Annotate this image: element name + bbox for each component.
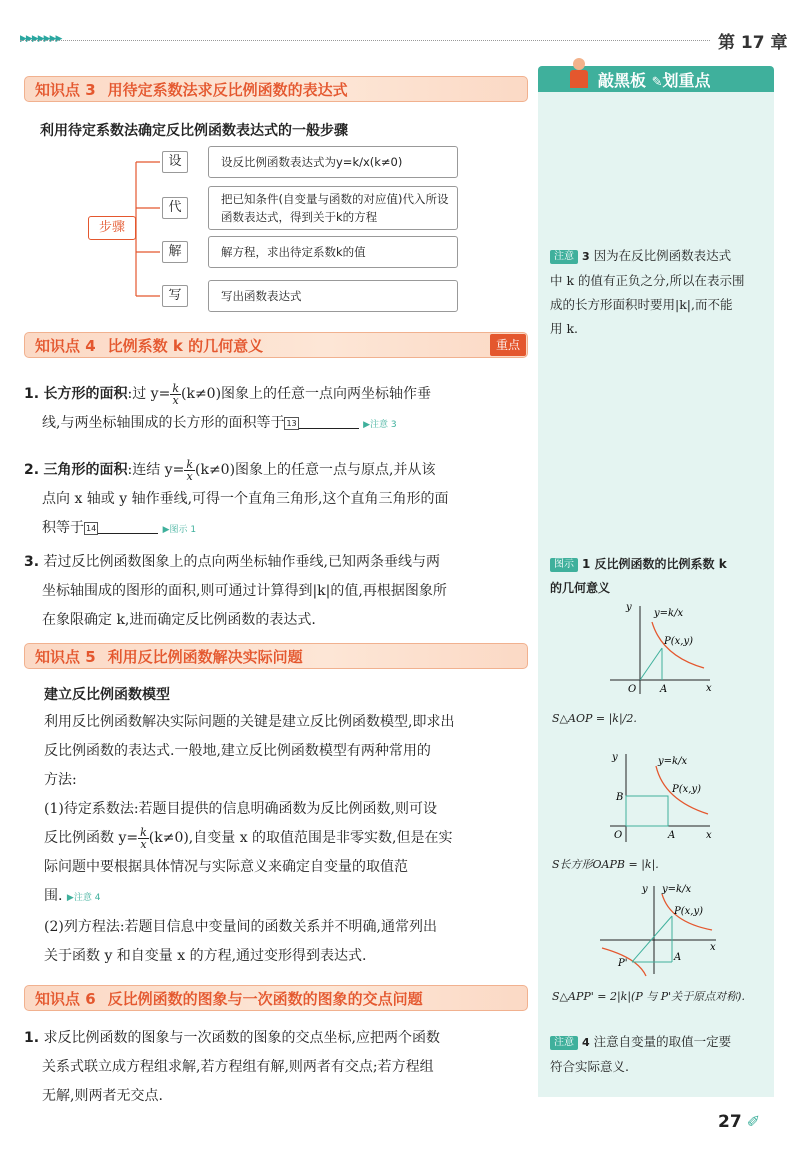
note-text: 因为在反比例函数表达式	[593, 248, 732, 263]
graph-triangle-app	[596, 878, 724, 978]
axis-y-label: y	[642, 884, 648, 895]
note-text: 注意自变量的取值一定要	[593, 1034, 732, 1049]
paragraph-line: 围.	[44, 888, 63, 904]
fraction: $\frac{k}{x}$	[172, 381, 179, 407]
note-text: 中 k 的值有正负之分,所以在表示围	[550, 273, 745, 288]
steps-root-label: 步骤	[88, 216, 136, 240]
note-text: 成的长方形面积时要用|k|,而不能	[550, 297, 733, 312]
header-divider	[20, 40, 710, 41]
item-text: 若过反比例函数图象上的点向两坐标轴作垂线,已知两条垂线与两	[43, 554, 440, 570]
step-text: 写出函数表达式	[221, 289, 302, 303]
note-number: 4	[582, 1036, 590, 1049]
section-title: 用待定系数法求反比例函数的表达式	[107, 81, 348, 99]
origin-label: O	[614, 830, 623, 841]
paragraph-line: 反比例函数 y=	[44, 830, 139, 846]
side-note-3	[550, 244, 770, 341]
step-label-write: 写	[162, 285, 188, 307]
point-a-label: A	[660, 684, 668, 695]
item-text: 关系式联立成方程组求解,若方程组有解,则两者有交点;若方程组	[42, 1059, 434, 1075]
item-text: 积等于	[42, 520, 84, 536]
s6-item-1	[24, 1024, 534, 1111]
paragraph-line: 反比例函数的表达式.一般地,建立反比例函数模型有两种常用的	[44, 743, 431, 759]
note-tag: 注意	[550, 250, 578, 264]
side-note-4	[550, 1030, 770, 1079]
figure-title: 的几何意义	[550, 581, 611, 595]
figure-title: 反比例函数的比例系数 k	[594, 557, 727, 571]
item-bold: 长方形的面积	[43, 386, 128, 402]
note-tag: 注意	[550, 1036, 578, 1050]
note-number: 3	[582, 250, 590, 263]
point-p-label: P(x,y)	[672, 784, 701, 795]
step-text: 解方程，求出待定系数k的值	[221, 245, 366, 259]
item-text: 在象限确定 k,进而确定反比例函数的表达式.	[42, 612, 316, 628]
paragraph-line: 际问题中要根据具体情况与实际意义来确定自变量的取值范	[44, 859, 408, 875]
s5-body	[44, 708, 534, 971]
item-text: 线,与两坐标轴围成的长方形的面积等于	[42, 415, 285, 431]
paragraph-line: (2)列方程法:若题目信息中变量间的函数关系并不明确,通常列出	[44, 919, 437, 935]
axis-x-label: x	[706, 683, 712, 694]
point-b-label: B	[616, 792, 624, 803]
s4-item-2	[24, 456, 534, 545]
hint-link[interactable]: ▶图示 1	[162, 525, 197, 535]
key-point-badge: 重点	[490, 334, 526, 356]
section-title: 利用反比例函数解决实际问题	[107, 648, 303, 666]
answer-blank[interactable]	[299, 416, 359, 429]
note-text: 符合实际意义.	[550, 1059, 629, 1074]
step-box-substitute	[208, 186, 458, 230]
section-header-4	[24, 332, 528, 358]
graph-triangle-aop	[600, 598, 720, 698]
step-box-solve	[208, 236, 458, 268]
item-number: 2.	[24, 462, 40, 478]
step-text: 设反比例函数表达式为y=k/x(k≠0)	[221, 155, 403, 169]
function-label: y=k/x	[658, 756, 688, 767]
figure-number: 1	[582, 557, 591, 571]
step-label-set: 设	[162, 151, 188, 173]
item-number: 1.	[24, 1030, 40, 1046]
point-a-label: A	[668, 830, 676, 841]
section-number: 知识点 6	[35, 990, 96, 1008]
item-text: 求反比例函数的图象与一次函数的图象的交点坐标,应把两个函数	[43, 1030, 440, 1046]
paragraph-line: 关于函数 y 和自变量 x 的方程,通过变形得到表达式.	[44, 948, 367, 964]
item-text: 坐标轴围成的图形的面积,则可通过计算得到|k|的值,再根据图象所	[42, 583, 447, 599]
s4-item-1	[24, 380, 534, 440]
function-label: y=k/x	[662, 884, 692, 895]
page-number: 27	[718, 1112, 742, 1132]
axis-x-label: x	[706, 830, 712, 841]
fraction: $\frac{k}{x}$	[186, 457, 193, 483]
s4-item-3	[24, 548, 534, 635]
item-text: :连结 y=	[127, 462, 185, 478]
teacher-icon	[568, 58, 590, 88]
point-a-label: A	[674, 952, 682, 963]
item-text: (k≠0)图象上的任意一点向两坐标轴作垂	[181, 386, 432, 402]
section-header-6	[24, 985, 528, 1011]
item-text: (k≠0)图象上的任意一点与原点,并从该	[195, 462, 436, 478]
section-header-3	[24, 76, 528, 102]
figure-tag: 图示	[550, 558, 578, 572]
item-text: 点向 x 轴或 y 轴作垂线,可得一个直角三角形,这个直角三角形的面	[42, 491, 449, 507]
section-title: 比例系数 k 的几何意义	[107, 337, 264, 355]
step-box-set	[208, 146, 458, 178]
section-title: 反比例函数的图象与一次函数的图象的交点问题	[107, 990, 423, 1008]
figure-1-title	[550, 552, 770, 600]
point-p-label: P(x,y)	[664, 636, 693, 647]
graph-rectangle	[600, 748, 720, 848]
paragraph-line: 方法:	[44, 772, 77, 788]
blank-number: 13	[286, 419, 297, 428]
function-label: y=k/x	[654, 608, 684, 619]
section-number: 知识点 4	[35, 337, 96, 355]
page-number-box	[718, 1112, 770, 1142]
formula-rectangle: S长方形OAPB = |k|.	[552, 858, 659, 871]
hint-link[interactable]: ▶注意 4	[66, 893, 101, 903]
formula-symmetric: S△APP' = 2|k|(P 与 P'关于原点对称).	[552, 990, 745, 1003]
section-number: 知识点 5	[35, 648, 96, 666]
step-label-solve: 解	[162, 241, 188, 263]
point-p-prime-label: P'	[618, 958, 628, 969]
item-number: 3.	[24, 554, 40, 570]
item-text: :过 y=	[127, 386, 171, 402]
side-title: 敲黑板	[598, 71, 647, 90]
point-p-label: P(x,y)	[674, 906, 703, 917]
step-label-substitute: 代	[162, 197, 188, 219]
item-text: 无解,则两者无交点.	[42, 1088, 163, 1104]
step-box-write	[208, 280, 458, 312]
blank-number: 14	[86, 524, 97, 533]
side-subtitle: 划重点	[662, 71, 711, 90]
side-panel-header: 敲黑板 ✎划重点	[538, 66, 774, 92]
axis-y-label: y	[626, 602, 632, 613]
paragraph-line: 利用反比例函数解决实际问题的关键是建立反比例函数模型,即求出	[44, 714, 455, 730]
axis-x-label: x	[710, 942, 716, 953]
formula-triangle: S△AOP = |k|/2.	[552, 712, 637, 725]
step-text: 把已知条件(自变量与函数的对应值)代入所设函数表达式，得到关于k的方程	[221, 192, 449, 224]
item-bold: 三角形的面积	[43, 462, 128, 478]
hint-link[interactable]: ▶注意 3	[363, 420, 397, 430]
fraction: $\frac{k}{x}$	[140, 825, 147, 851]
origin-label: O	[628, 684, 637, 695]
s5-heading: 建立反比例函数模型	[44, 687, 170, 703]
note-text: 用 k.	[550, 321, 579, 336]
section-header-5	[24, 643, 528, 669]
chapter-label: 第 17 章	[718, 33, 788, 53]
header-arrows-decoration: ▶▶▶▶▶▶▶	[20, 34, 62, 44]
section-number: 知识点 3	[35, 81, 96, 99]
steps-heading: 利用待定系数法确定反比例函数表达式的一般步骤	[40, 123, 348, 139]
answer-blank[interactable]	[98, 521, 158, 534]
axis-y-label: y	[612, 752, 618, 763]
pencil-logo-icon: ✐	[746, 1112, 761, 1131]
paragraph-line: (k≠0),自变量 x 的取值范围是非零实数,但是在实	[148, 830, 453, 846]
item-number: 1.	[24, 386, 40, 402]
paragraph-line: (1)待定系数法:若题目提供的信息明确函数为反比例函数,则可设	[44, 801, 437, 817]
